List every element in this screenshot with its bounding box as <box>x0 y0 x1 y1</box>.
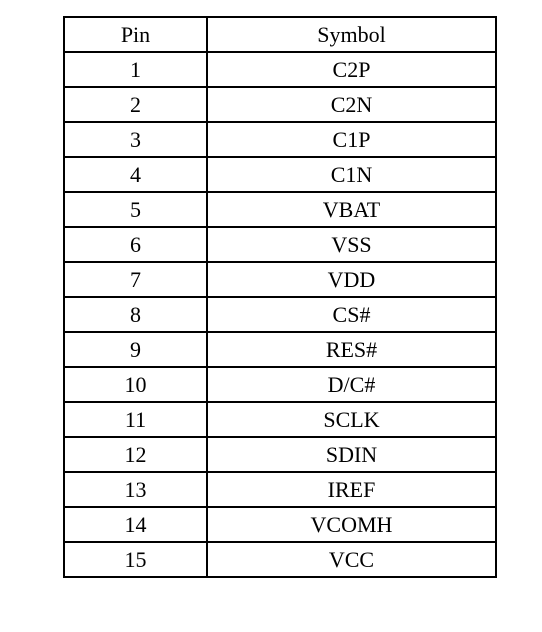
pin-number-cell: 4 <box>64 157 207 192</box>
pin-number-cell: 5 <box>64 192 207 227</box>
table-row <box>64 542 496 577</box>
table-row <box>64 367 496 402</box>
pin-symbol-cell: VDD <box>207 262 496 297</box>
table-row <box>64 87 496 122</box>
pin-symbol-cell: SDIN <box>207 437 496 472</box>
pin-symbol-cell: C2N <box>207 87 496 122</box>
pin-symbol-cell: C1N <box>207 157 496 192</box>
pin-symbol-cell: VCC <box>207 542 496 577</box>
pin-symbol-cell: VBAT <box>207 192 496 227</box>
table-row <box>64 52 496 87</box>
pin-number-cell: 14 <box>64 507 207 542</box>
pin-symbol-cell: CS# <box>207 297 496 332</box>
pin-number-cell: 11 <box>64 402 207 437</box>
table-row <box>64 227 496 262</box>
pin-number-cell: 10 <box>64 367 207 402</box>
pin-number-cell: 8 <box>64 297 207 332</box>
table-row <box>64 122 496 157</box>
pin-symbol-cell: C2P <box>207 52 496 87</box>
table-row <box>64 472 496 507</box>
table-row <box>64 262 496 297</box>
pin-symbol-cell: VSS <box>207 227 496 262</box>
pin-symbol-cell: C1P <box>207 122 496 157</box>
pin-number-cell: 15 <box>64 542 207 577</box>
pin-number-cell: 3 <box>64 122 207 157</box>
table-row <box>64 507 496 542</box>
symbol-column-header: Symbol <box>207 17 496 52</box>
pin-number-cell: 7 <box>64 262 207 297</box>
pin-symbol-cell: D/C# <box>207 367 496 402</box>
pin-number-cell: 12 <box>64 437 207 472</box>
pin-symbol-cell: SCLK <box>207 402 496 437</box>
header-row <box>64 17 496 52</box>
pin-number-cell: 9 <box>64 332 207 367</box>
table-row <box>64 437 496 472</box>
pin-number-cell: 2 <box>64 87 207 122</box>
pin-number-cell: 6 <box>64 227 207 262</box>
pin-column-header: Pin <box>64 17 207 52</box>
table-row <box>64 402 496 437</box>
pin-symbol-cell: IREF <box>207 472 496 507</box>
pin-symbol-cell: RES# <box>207 332 496 367</box>
pin-number-cell: 13 <box>64 472 207 507</box>
pin-number-cell: 1 <box>64 52 207 87</box>
pin-table-body <box>64 52 496 577</box>
table-row <box>64 297 496 332</box>
table-row <box>64 157 496 192</box>
table-row <box>64 332 496 367</box>
table-row <box>64 192 496 227</box>
pin-table <box>63 16 497 578</box>
pin-symbol-cell: VCOMH <box>207 507 496 542</box>
